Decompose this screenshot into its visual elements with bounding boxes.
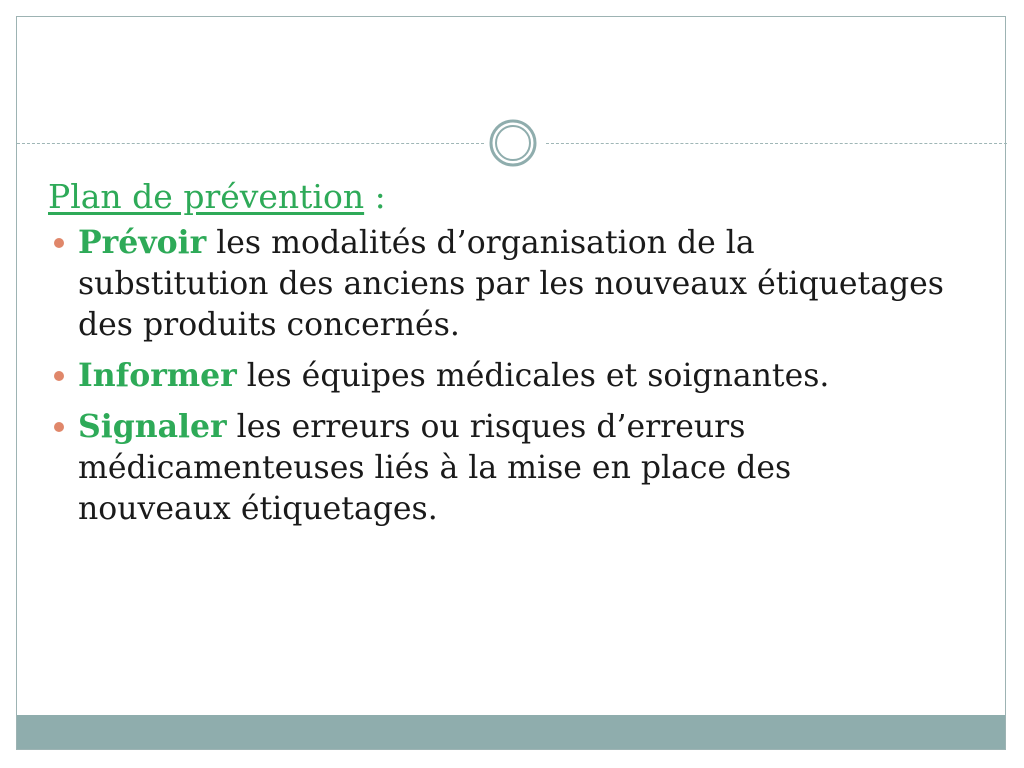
footer-bar	[17, 715, 1005, 749]
bullet-text: les équipes médicales et soignantes.	[236, 358, 830, 394]
bullet-dot-icon	[54, 422, 64, 432]
bullet-text: les modalités d’organisation de la substitution des anciens par les nouveaux étiquetages des produits concernés.	[78, 225, 944, 343]
bullet-keyword: Prévoir	[78, 224, 207, 261]
bullet-dot-icon	[54, 238, 64, 248]
bullet-dot-icon	[54, 371, 64, 381]
bullet-list	[48, 222, 948, 530]
bullet-text: les erreurs ou risques d’erreurs médicamenteuses liés à la mise en place des nouveaux étiquetages.	[78, 409, 792, 527]
list-item	[48, 406, 948, 530]
heading-colon: :	[364, 177, 386, 216]
heading-title: Plan de prévention	[48, 177, 365, 216]
slide-heading	[48, 176, 948, 218]
bullet-keyword: Signaler	[78, 408, 227, 445]
header-divider-right	[546, 143, 1007, 144]
circle-ornament-icon	[488, 118, 538, 168]
header-divider-left	[17, 143, 484, 144]
slide-content	[48, 176, 948, 539]
list-item	[48, 222, 948, 346]
list-item	[48, 355, 948, 397]
bullet-keyword: Informer	[78, 357, 237, 394]
